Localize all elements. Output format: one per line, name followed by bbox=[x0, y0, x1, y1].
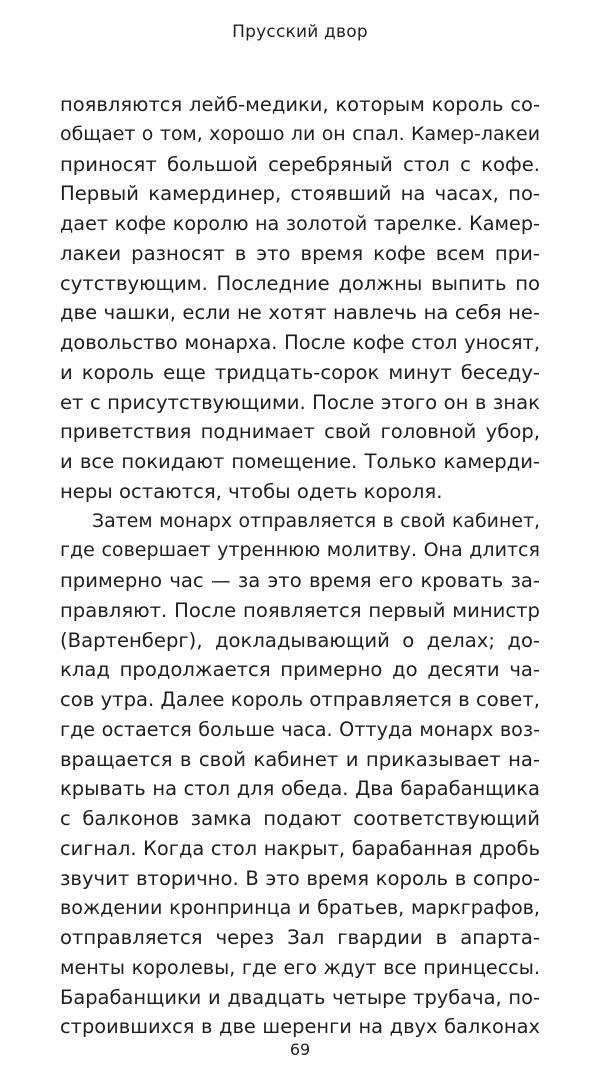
text-line: Затем монарх отправляется в свой кабинет, bbox=[92, 509, 540, 532]
text-line: довольство монарха. После кофе стол уносят, bbox=[60, 331, 540, 354]
text-line: появляются лейб-медики, которым король со- bbox=[60, 93, 540, 116]
text-line: где совершает утреннюю молитву. Она длится bbox=[60, 539, 540, 562]
text-line: (Вартенберг), докладывающий о делах; до- bbox=[60, 628, 540, 652]
text-line: общает о том, хорошо ли он спал. Камер-лакеи bbox=[60, 122, 540, 145]
text-line: где остается больше часа. Оттуда монарх воз- bbox=[60, 717, 540, 741]
text-line: приветствия поднимает свой головной убор, bbox=[60, 420, 540, 444]
text-line: приносят большой серебряный стол с кофе. bbox=[60, 152, 540, 176]
page-number: 69 bbox=[289, 1040, 311, 1059]
text-line: неры остаются, чтобы одеть короля. bbox=[60, 479, 443, 503]
text-line: с балконов замка подают соответствующий bbox=[60, 807, 540, 830]
text-line: Первый камердинер, стоявший на часах, по- bbox=[60, 182, 540, 206]
text-line: сутствующим. Последние должны выпить по bbox=[60, 271, 540, 295]
text-line: строившихся в две шеренги на двух балконах bbox=[60, 1015, 540, 1039]
text-line: дает кофе королю на золотой тарелке. Камер- bbox=[60, 212, 540, 235]
text-line: сигнал. Когда стол накрыт, барабанная дробь bbox=[60, 836, 540, 860]
text-line: и все покидают помещение. Только камерди- bbox=[60, 450, 540, 473]
text-line: ет с присутствующими. После этого он в знак bbox=[60, 390, 540, 414]
running-head-title: Прусский двор bbox=[232, 22, 368, 42]
text-line: вождении кронпринца и братьев, маркграфов, bbox=[60, 896, 540, 920]
paragraph-2 bbox=[60, 507, 540, 1043]
text-line: крывать на стол для обеда. Два барабанщика bbox=[60, 777, 540, 801]
text-line: две чашки, если не хотят навлечь на себя не- bbox=[60, 301, 540, 325]
text-line: сов утра. Далее король отправляется в совет, bbox=[60, 688, 540, 711]
text-line: вращается в свой кабинет и приказывает на- bbox=[60, 747, 540, 771]
text-line: примерно час — за это время его кровать за- bbox=[60, 569, 540, 592]
body-text bbox=[60, 90, 540, 1042]
text-line: лакеи разносят в это время кофе всем при- bbox=[60, 241, 540, 265]
text-line: звучит вторично. В это время король в сопро- bbox=[60, 866, 540, 890]
text-line: Барабанщики и двадцать четыре трубача, по- bbox=[60, 985, 540, 1009]
text-line: правляют. После появляется первый министр bbox=[60, 598, 540, 622]
text-line: менты королевы, где его ждут все принцессы. bbox=[60, 955, 540, 979]
text-line: и король еще тридцать-сорок минут беседу- bbox=[60, 360, 540, 384]
text-line: клад продолжается примерно до десяти ча- bbox=[60, 658, 540, 682]
paragraph-1 bbox=[60, 90, 540, 507]
text-line: отправляется через Зал гвардии в апарта- bbox=[60, 926, 540, 949]
